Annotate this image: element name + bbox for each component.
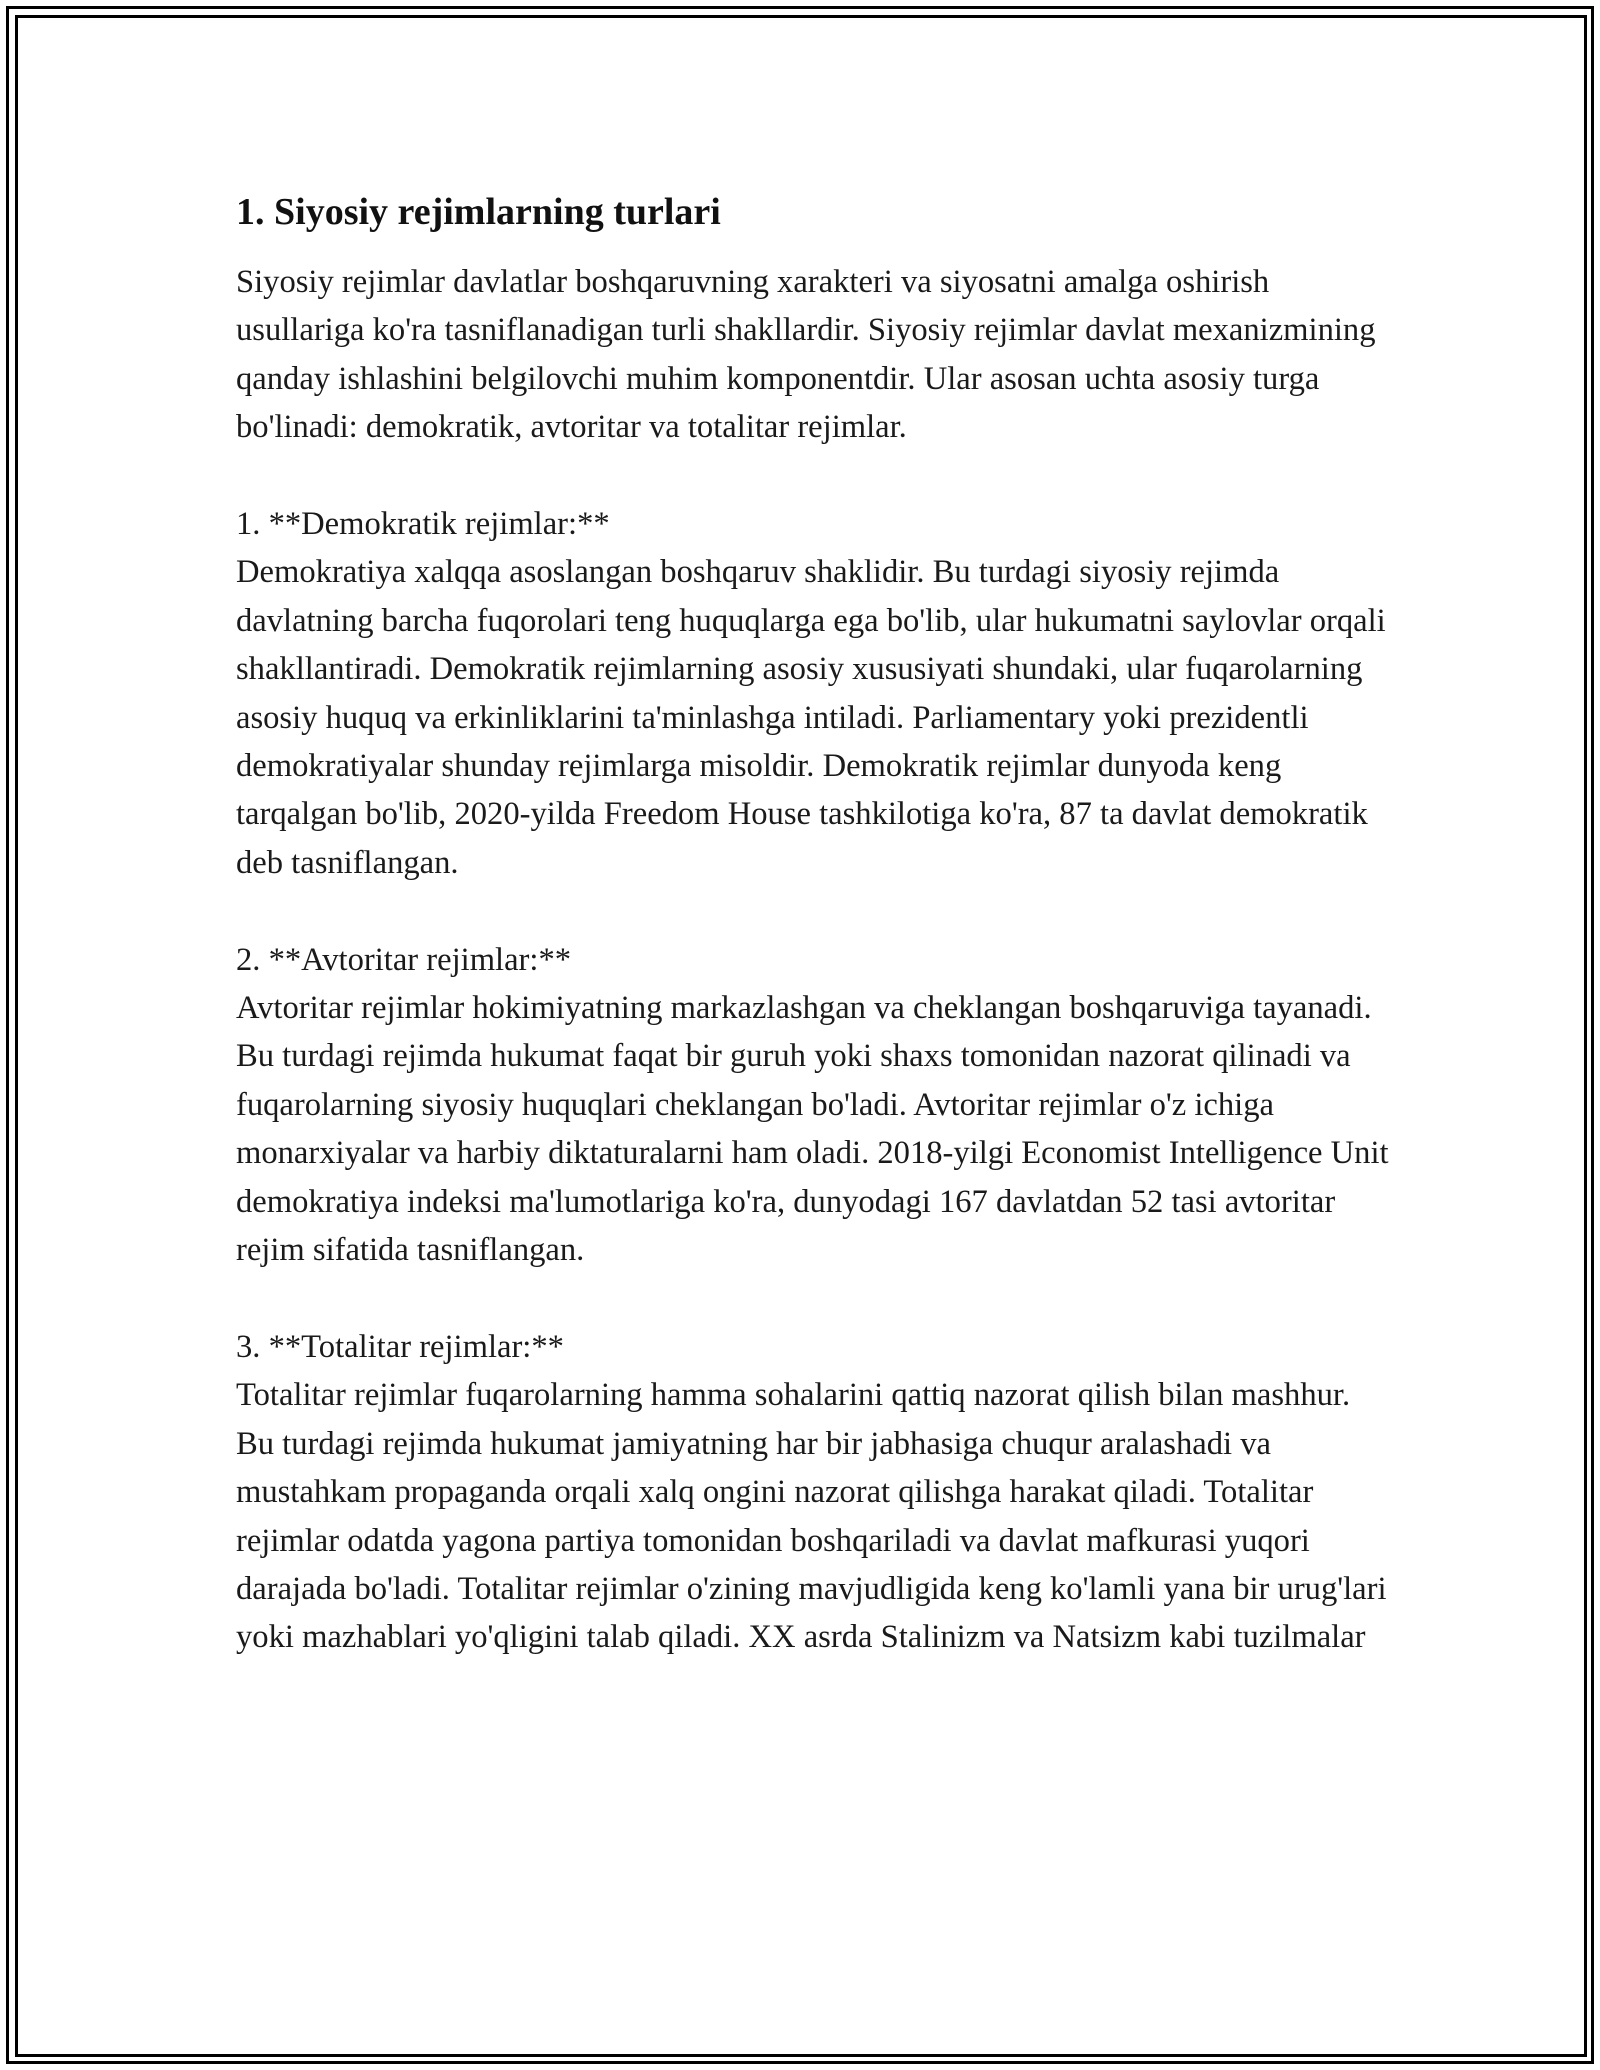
section-heading: 2. **Avtoritar rejimlar:** (236, 941, 572, 978)
paragraph-gap (236, 1275, 1396, 1323)
section-democratic (236, 500, 1396, 887)
document-title: 1. Siyosiy rejimlarning turlari (236, 191, 721, 233)
section-totalitarian (236, 1323, 1396, 1662)
section-heading: 3. **Totalitar rejimlar:** (236, 1328, 564, 1365)
section-heading: 1. **Demokratik rejimlar:** (236, 506, 610, 543)
paragraph-gap (236, 452, 1396, 500)
section-authoritarian (236, 936, 1396, 1275)
section-body: Avtoritar rejimlar hokimiyatning markazlashgan va cheklangan boshqaruviga tayanadi. Bu turdagi rejimda hukumat faqat bir guruh yoki shaxs tomonidan nazorat qilinadi va fuqarolarning siyosiy huquqlari cheklangan bo'ladi. Avtoritar rejimlar o'z ichiga monarxiyalar va harbiy diktaturalarni ham oladi. 2018-yilgi Economist Intelligence Unit demokratiya indeksi ma'lumotlariga ko'ra, dunyodagi 167 davlatdan 52 tasi avtoritar rejim sifatida tasniflangan. (236, 990, 1389, 1269)
section-body: Totalitar rejimlar fuqarolarning hamma sohalarini qattiq nazorat qilish bilan mashhur. Bu turdagi rejimda hukumat jamiyatning har bir jabhasiga chuqur aralashadi va mustahkam propaganda orqali xalq ongini nazorat qilishga harakat qiladi. Totalitar rejimlar odatda yagona partiya tomonidan boshqariladi va davlat mafkurasi yuqori darajada bo'ladi. Totalitar rejimlar o'zining mavjudligida keng ko'lamli yana bir urug'lari yoki mazhablari yo'qligini talab qiladi. XX asrda Stalinizm va Natsizm kabi tuzilmalar (236, 1377, 1387, 1656)
document-body (236, 186, 1396, 1662)
intro-paragraph: Siyosiy rejimlar davlatlar boshqaruvning xarakteri va siyosatni amalga oshirish usullariga ko'ra tasniflanadigan turli shakllardir. Siyosiy rejimlar davlat mexanizmining qanday ishlashini belgilovchi muhim komponentdir. Ular asosan uchta asosiy turga bo'linadi: demokratik, avtoritar va totalitar rejimlar. (236, 264, 1376, 446)
paragraph-gap (236, 887, 1396, 935)
section-body: Demokratiya xalqqa asoslangan boshqaruv shaklidir. Bu turdagi siyosiy rejimda davlatning barcha fuqorolari teng huquqlarga ega bo'lib, ular hukumatni saylovlar orqali shakllantiradi. Demokratik rejimlarning asosiy xususiyati shundaki, ular fuqarolarning asosiy huquq va erkinliklarini ta'minlashga intiladi. Parliamentary yoki prezidentli demokratiyalar shunday rejimlarga misoldir. Demokratik rejimlar dunyoda keng tarqalgan bo'lib, 2020-yilda Freedom House tashkilotiga ko'ra, 87 ta davlat demokratik deb tasniflangan. (236, 554, 1386, 881)
